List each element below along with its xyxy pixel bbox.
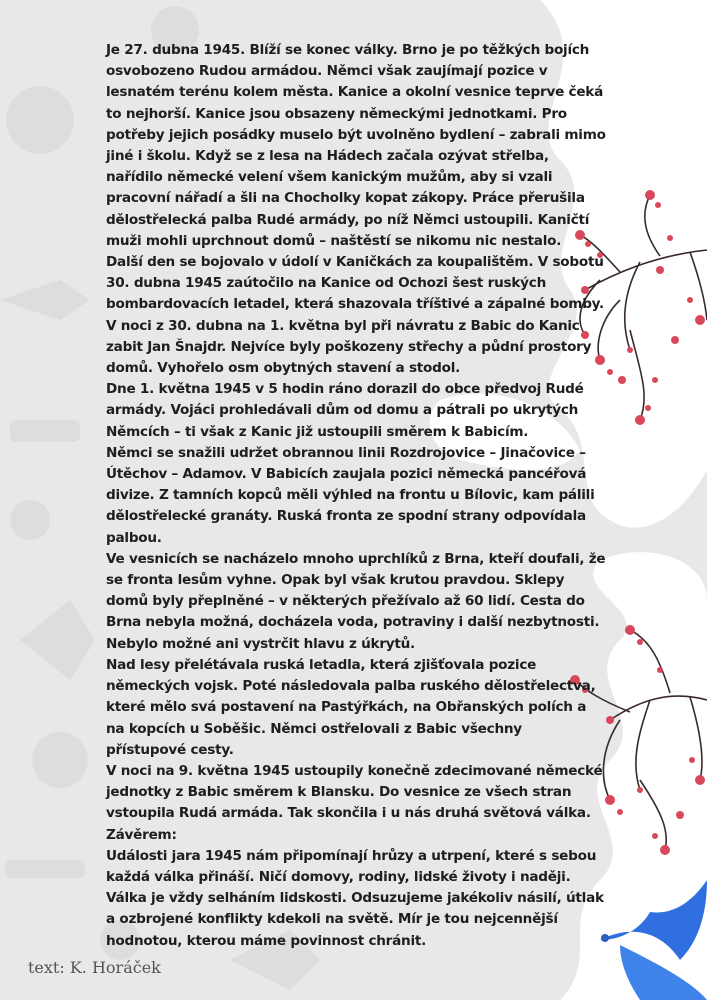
paragraph-defense-line: Němci se snažili udržet obrannou linii Rozdrojovice – Jinačovice – Útěchov – Adamov. V Babicích zaujala pozici německá pancéřová divize. Z tamních kopců měli výhled na frontu u Bílovic, kam pálili dělostřelecké granáty. Ruská fronta ze spodní strany odpovídala palbou. <box>106 444 595 546</box>
conclusion-heading: Závěrem: <box>106 826 177 843</box>
paragraph-intro: Je 27. dubna 1945. Blíží se konec války. Brno je po těžkých bojích osvobozeno Rudou armádou. Němci však zaujímají pozice v lesnatém terénu kolem města. Kanice a okolní vesnice teprve čeká to nejhorší. Kanice jsou obsazeny německými jednotkami. Pro potřeby jejich posádky muselo být uvolněno bydlení – zabrali mimo jiné i školu. Když se z lesa na Hádech začala ozývat střelba, nařídilo německé velení všem kanickým mužům, aby si vzali pracovní nářadí a šli na Chocholky kopat zákopy. Práce přerušila dělostřelecká palba Rudé armády, po níž Němci ustoupili. Kaničtí muži mohli uprchnout domů – naštěstí se nikomu nic nestalo. <box>106 42 606 249</box>
paragraph-red-army-arrival: Dne 1. května 1945 v 5 hodin ráno dorazil do obce předvoj Rudé armády. Vojáci prohledávali dům od domu a pátrali po ukrytých Němcích – ti však z Kanic již ustoupili směrem k Babicím. <box>106 381 584 440</box>
article-body <box>106 40 606 952</box>
paragraph-refugees: Ve vesnicích se nacházelo mnoho uprchlíků z Brna, kteří doufali, že se fronta lesům vyhne. Opak byl však krutou pravdou. Sklepy domů byly přeplněné – v některých přežívalo až 60 lidí. Cesta do Brna nebyla možná, docházela voda, potraviny i další nezbytnosti. Nebylo možné ani vystrčit hlavu z úkrytů. <box>106 550 606 652</box>
paragraph-conclusion: Události jara 1945 nám připomínají hrůzy a utrpení, které s sebou každá válka přináší. Ničí domovy, rodiny, lidské životy i naději. Válka je vždy selháním lidskosti. Odsuzujeme jakékoliv násilí, útlak a ozbrojené konflikty kdekoli na světě. Mír je tou nejcennější hodnotou, kterou máme povinnost chránit. <box>106 847 604 949</box>
paragraph-battle: Další den se bojovalo v údolí v Kaničkách za koupalištěm. V sobotu 30. dubna 1945 zaútočilo na Kanice od Ochozi šest ruských bombardovacích letadel, která shazovala tříštivé a zápalné bomby. V noci z 30. dubna na 1. května byl při návratu z Babic do Kanic zabit Jan Šnajdr. Nejvíce byly poškozeny střechy a půdní prostory domů. Vyhořelo osm obytných stavení a stodol. <box>106 254 604 377</box>
author-credit: text: K. Horáček <box>28 958 161 977</box>
paragraph-air-recon: Nad lesy přelétávala ruská letadla, která zjišťovala pozice německých vojsk. Poté následovala palba ruského dělostřelectva, které mělo svá postavení na Pastýřkách, na Obřanských polích a na kopcích u Soběšic. Němci ostřelovali z Babic všechny přístupové cesty. <box>106 656 596 758</box>
paragraph-end-of-war: V noci na 9. května 1945 ustoupily konečně zdecimované německé jednotky z Babic směrem k Blansku. Do vesnice ze všech stran vstoupila Rudá armáda. Tak skončila i u nás druhá světová válka. <box>106 762 603 822</box>
